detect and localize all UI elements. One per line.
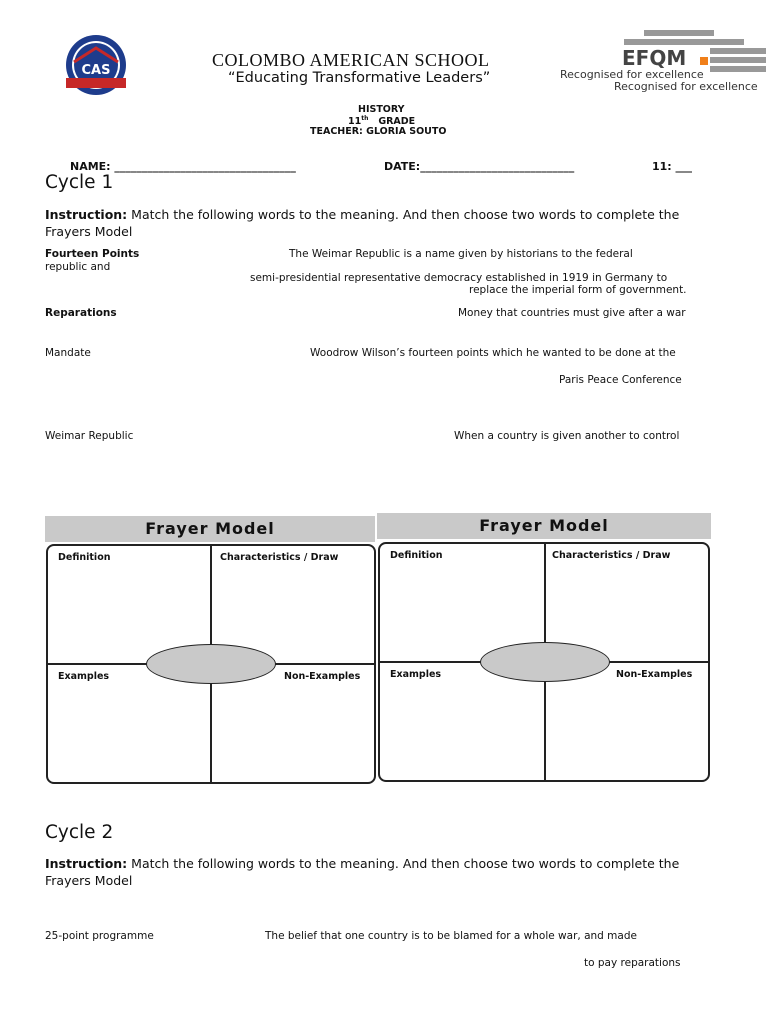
grade: 11th GRADE [348,115,416,128]
svg-text:Recognised for excellence: Recognised for excellence [560,68,704,81]
efqm-logo [560,30,768,100]
school-name: COLOMBO AMERICAN SCHOOL [212,50,490,70]
frayer-2-center-oval[interactable] [480,642,610,682]
term-25-point-programme: 25-point programme [45,930,154,942]
frayer-2-definition: Definition [390,550,443,561]
term-weimar-republic: Weimar Republic [45,430,134,442]
term-continuation: republic and [45,261,111,273]
meaning-4: When a country is given another to control [454,430,680,442]
term-reparations: Reparations [45,307,117,319]
meaning-3b: Paris Peace Conference [559,374,682,386]
svg-text:CAS: CAS [81,63,111,78]
frayer-model-1-title: Frayer Model [45,516,375,542]
name-field[interactable]: NAME: _________________________________ [70,160,296,173]
school-motto: “Educating Transformative Leaders” [228,70,491,86]
term-fourteen-points: Fourteen Points [45,248,140,260]
subject: HISTORY [358,104,405,115]
frayer-model-2-title: Frayer Model [377,513,711,539]
svg-text:EFQM: EFQM [622,46,687,70]
term-mandate: Mandate [45,347,91,359]
cycle2-instruction: Instruction: Match the following words to the meaning. And then choose two words to complete the Frayers Model [45,856,680,888]
meaning-3a: Woodrow Wilson’s fourteen points which he wanted to be done at the [310,347,676,359]
meaning-1a: The Weimar Republic is a name given by historians to the federal [289,248,633,260]
frayer-2-characteristics: Characteristics / Draw [552,550,671,561]
meaning-2: Money that countries must give after a war [458,307,686,319]
cycle1-instruction: Instruction: Match the following words to the meaning. And then choose two words to complete the Frayers Model [45,207,680,239]
frayer-2-non-examples: Non-Examples [616,669,693,680]
cycle2-meaning-1b: to pay reparations [584,957,681,969]
teacher: TEACHER: GLORIA SOUTO [310,126,447,137]
cycle2-title: Cycle 2 [45,822,114,843]
svg-text:Recognised for excellence: Recognised for excellence [614,80,758,93]
frayer-1-definition: Definition [58,552,111,563]
section-field[interactable]: 11: ___ [652,160,693,173]
cycle2-meaning-1a: The belief that one country is to be blamed for a whole war, and made [265,930,637,942]
meaning-1b: semi-presidential representative democracy established in 1919 in Germany to [250,272,668,284]
date-field[interactable]: DATE:____________________________ [384,160,575,173]
meaning-1c: replace the imperial form of government. [469,284,687,296]
cycle1-title: Cycle 1 [45,172,114,193]
frayer-1-non-examples: Non-Examples [284,671,361,682]
frayer-1-characteristics: Characteristics / Draw [220,552,339,563]
frayer-model-2 [378,542,710,782]
cas-logo [56,34,136,96]
frayer-model-1 [46,544,376,784]
frayer-1-examples: Examples [58,671,110,682]
frayer-1-center-oval[interactable] [146,644,276,684]
frayer-2-examples: Examples [390,669,442,680]
